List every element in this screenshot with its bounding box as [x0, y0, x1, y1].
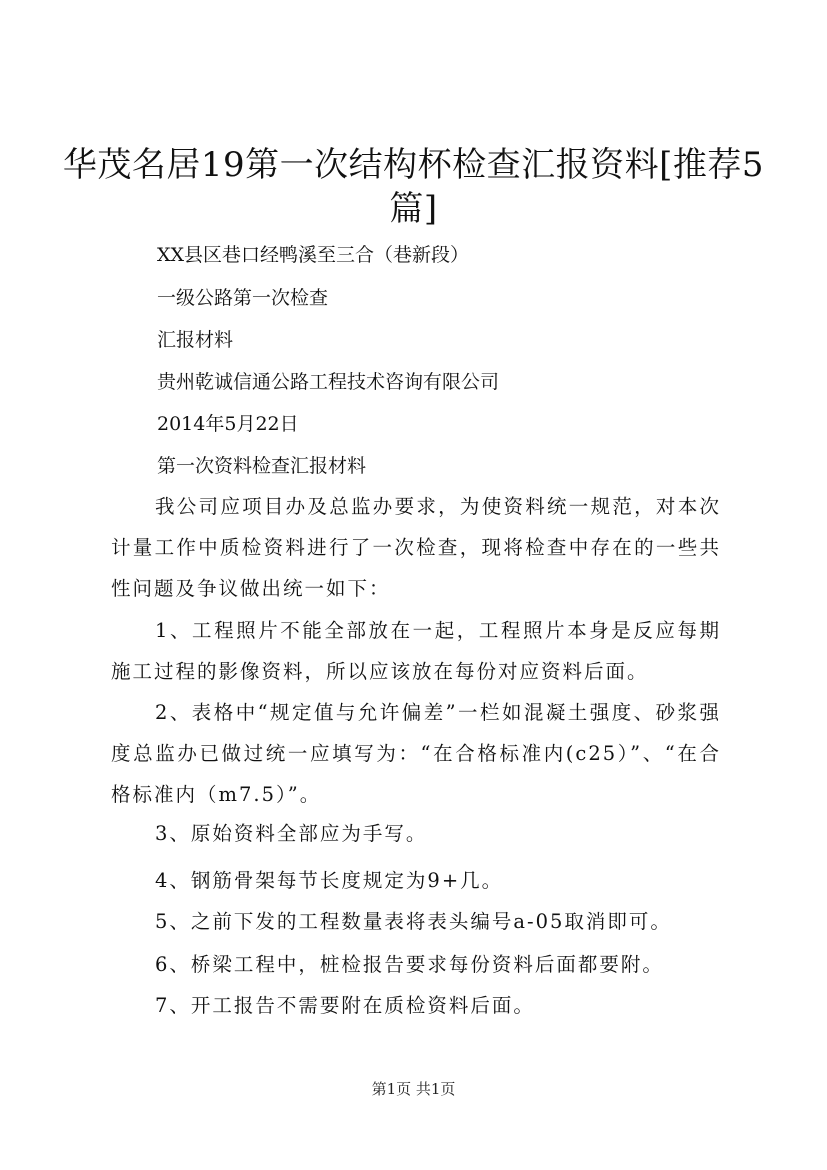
- header-line-date: 2014年5月22日: [157, 413, 299, 435]
- list-item: 5、之前下发的工程数量表将表头编号a-05取消即可。: [155, 910, 672, 933]
- list-item: 4、钢筋骨架每节长度规定为9+几。: [155, 869, 504, 892]
- header-line-report-material: 汇报材料: [157, 329, 234, 351]
- document-title: 华茂名居19第一次结构杯检查汇报资料[推荐5篇]: [62, 145, 765, 229]
- list-item: 2、表格中“规定值与允许偏差”一栏如混凝土强度、砂浆强度总监办已做过统一应填写为：“在合格标准内(c25）”、“在合格标准内（m7.5）”。: [111, 701, 721, 806]
- intro-paragraph: 我公司应项目办及总监办要求，为使资料统一规范，对本次计量工作中质检资料进行了一次检查，现将检查中存在的一些共性问题及争议做出统一如下：: [111, 495, 721, 600]
- list-item: 3、原始资料全部应为手写。: [155, 822, 428, 845]
- list-item: 6、桥梁工程中，桩检报告要求每份资料后面都要附。: [155, 953, 664, 976]
- header-line-project: XX县区巷口经鸭溪至三合（巷新段）: [157, 244, 470, 266]
- list-item: 1、工程照片不能全部放在一起，工程照片本身是反应每期施工过程的影像资料，所以应该放在每份对应资料后面。: [111, 619, 721, 683]
- page-footer: 第1页 共1页: [371, 1080, 456, 1098]
- header-line-company: 贵州乾诚信通公路工程技术咨询有限公司: [157, 371, 500, 393]
- list-item: 7、开工报告不需要附在质检资料后面。: [155, 994, 535, 1017]
- header-line-inspection: 一级公路第一次检查: [157, 287, 329, 309]
- header-line-subtitle: 第一次资料检查汇报材料: [157, 455, 367, 477]
